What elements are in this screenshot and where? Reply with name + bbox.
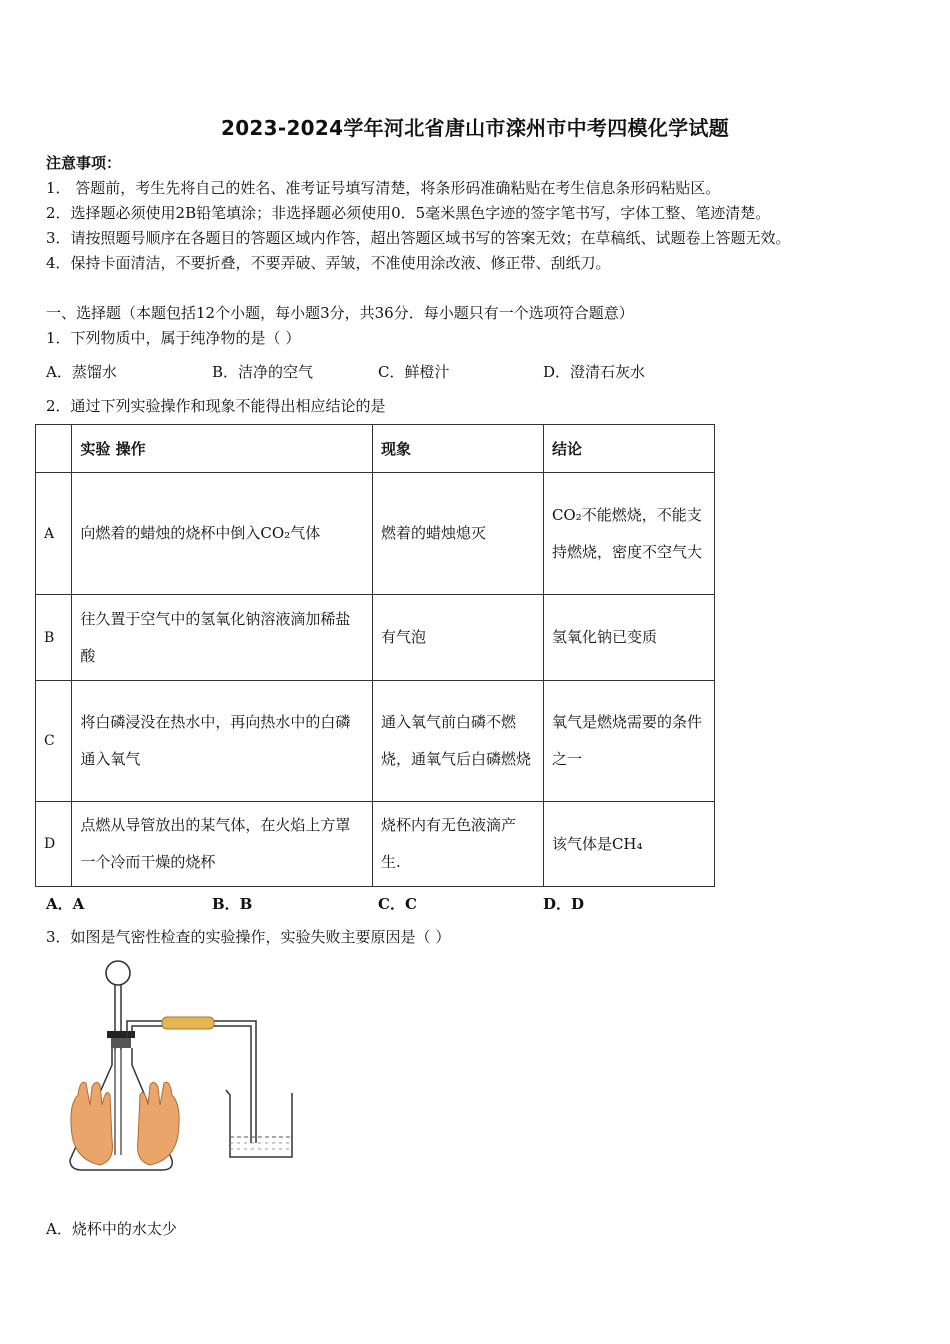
q3-option-a: A．烧杯中的水太少 [46,1220,177,1238]
row-phenomenon: 通入氧气前白磷不燃烧，通氧气后白磷燃烧 [372,681,543,802]
row-operation: 往久置于空气中的氢氧化钠溶液滴加稀盐酸 [72,595,373,681]
table-row [36,473,715,595]
notice-item: 1． 答题前，考生先将自己的姓名、准考证号填写清楚，将条形码准确粘贴在考生信息条形码粘贴区。 [46,179,721,197]
row-operation: 将白磷浸没在热水中，再向热水中的白磷通入氧气 [72,681,373,802]
question-1-stem: 1．下列物质中，属于纯净物的是（ ） [46,329,301,347]
row-conclusion: 氢氧化钠已变质 [543,595,714,681]
left-hand [71,1082,113,1165]
table-header-op: 实验 操作 [72,425,373,473]
question-3-stem: 3．如图是气密性检查的实验操作，实验失败主要原因是（ ） [46,928,451,946]
row-phenomenon: 燃着的蜡烛熄灭 [372,473,543,595]
beaker [226,1090,292,1157]
table-header-blank [36,425,72,473]
table-header-phenomenon: 现象 [372,425,543,473]
q1-option-d: D．澄清石灰水 [543,363,646,381]
row-conclusion: CO₂不能燃烧，不能支持燃烧，密度不空气大 [543,473,714,595]
row-conclusion: 氧气是燃烧需要的条件之一 [543,681,714,802]
airtightness-apparatus-figure [60,955,310,1185]
row-operation: 向燃着的蜡烛的烧杯中倒入CO₂气体 [72,473,373,595]
q1-option-b: B．洁净的空气 [212,363,314,381]
funnel-bulb [106,961,130,985]
rubber-tube [162,1017,214,1029]
section-heading: 一、选择题（本题包括12个小题，每小题3分，共36分．每小题只有一个选项符合题意） [46,304,634,322]
q2-option-a: A．A [46,895,85,913]
row-label: D [36,802,72,887]
table-header-conclusion: 结论 [543,425,714,473]
row-phenomenon: 有气泡 [372,595,543,681]
q2-option-c: C．C [378,895,417,913]
row-label: C [36,681,72,802]
stopper [107,1031,135,1038]
row-phenomenon: 烧杯内有无色液滴产生. [372,802,543,887]
notice-item: 3．请按照题号顺序在各题目的答题区域内作答，超出答题区域书写的答案无效；在草稿纸、试题卷上答题无效。 [46,229,791,247]
page-title: 2023-2024学年河北省唐山市滦州市中考四模化学试题 [220,116,730,140]
notice-item: 2．选择题必须使用2B铅笔填涂；非选择题必须使用0．5毫米黑色字迹的签字笔书写，字体工整、笔迹清楚。 [46,204,771,222]
table-row [36,681,715,802]
notice-item: 4．保持卡面清洁，不要折叠，不要弄破、弄皱，不准使用涂改液、修正带、刮纸刀。 [46,254,611,272]
experiment-table [35,424,715,887]
table-row [36,595,715,681]
row-conclusion: 该气体是CH₄ [543,802,714,887]
q1-option-a: A．蒸馏水 [46,363,117,381]
q2-option-b: B．B [212,895,253,913]
notice-heading: 注意事项： [46,154,122,172]
row-operation: 点燃从导管放出的某气体，在火焰上方罩一个冷而干燥的烧杯 [72,802,373,887]
question-2-stem: 2．通过下列实验操作和现象不能得出相应结论的是 [46,397,386,415]
q1-option-c: C．鲜橙汁 [378,363,450,381]
row-label: A [36,473,72,595]
row-label: B [36,595,72,681]
table-row [36,802,715,887]
q2-option-d: D．D [543,895,585,913]
right-hand [138,1082,180,1165]
table-header-row [36,425,715,473]
